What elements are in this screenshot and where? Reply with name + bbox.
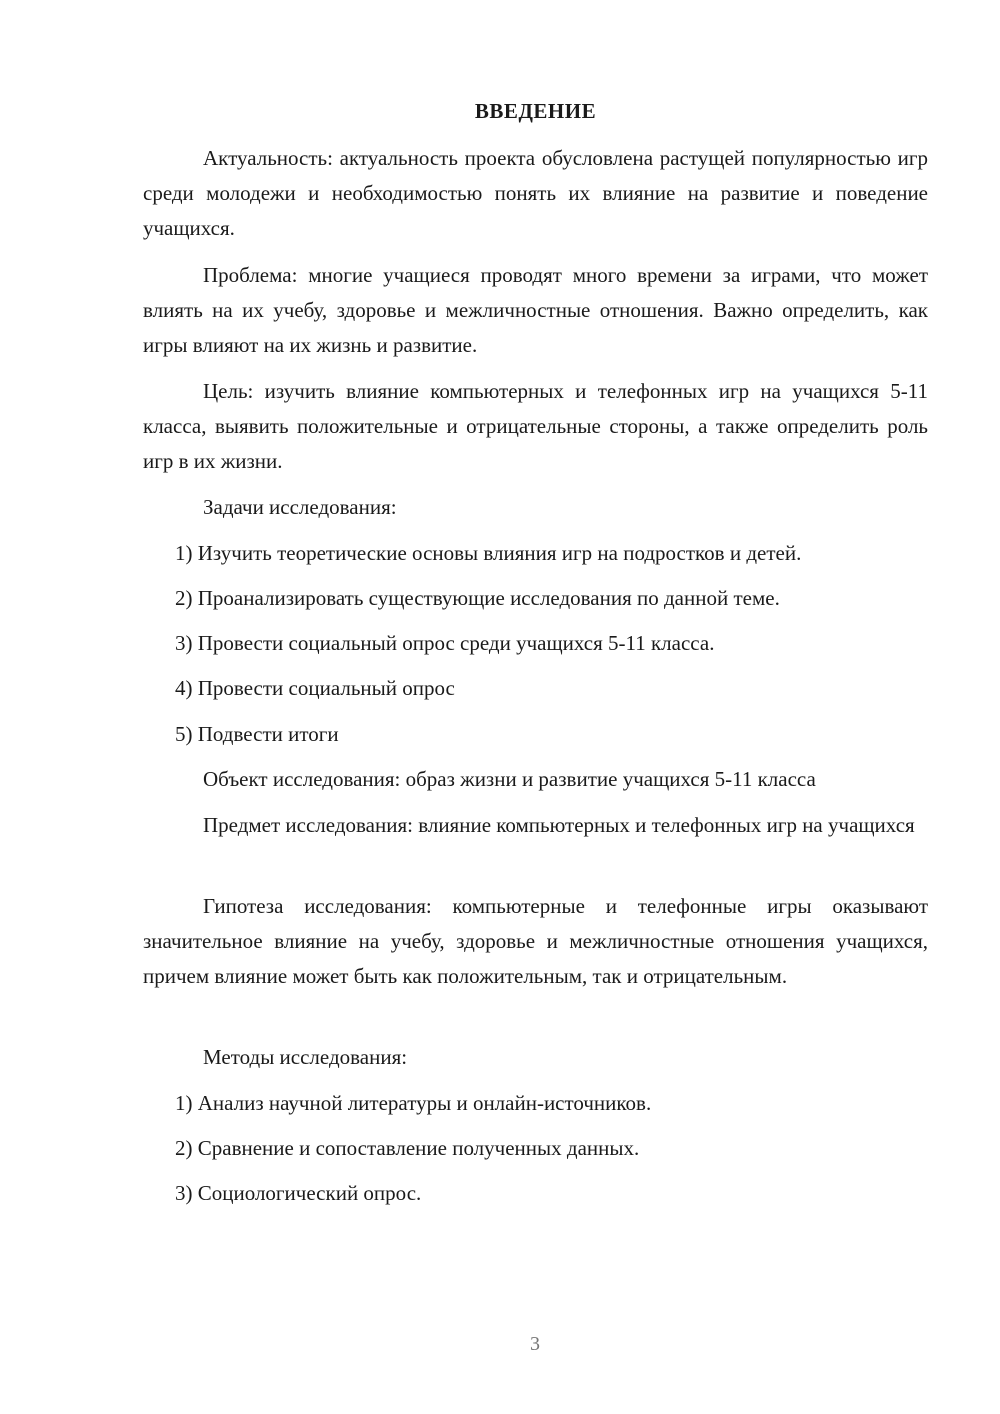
page-number: 3	[530, 1333, 540, 1355]
relevance-paragraph	[143, 141, 928, 246]
method-item-2: 2) Сравнение и сопоставление полученных данных.	[175, 1136, 640, 1160]
method-item-1: 1) Анализ научной литературы и онлайн-источников.	[175, 1091, 652, 1115]
subject-paragraph	[143, 808, 928, 843]
tasks-heading: Задачи исследования:	[203, 495, 397, 519]
methods-heading: Методы исследования:	[203, 1045, 408, 1069]
hypothesis-paragraph	[143, 889, 928, 994]
object-paragraph: Объект исследования: образ жизни и развитие учащихся 5-11 класса	[203, 767, 816, 791]
subject-text: Предмет исследования: влияние компьютерных и телефонных игр на учащихся	[203, 813, 915, 837]
task-item-3: 3) Провести социальный опрос среди учащихся 5-11 класса.	[175, 631, 715, 655]
task-item-4: 4) Провести социальный опрос	[175, 676, 455, 700]
goal-text: Цель: изучить влияние компьютерных и телефонных игр на учащихся 5-11 класса, выявить положительные и отрицательные стороны, а также определить роль игр в их жизни.	[143, 379, 928, 473]
goal-paragraph	[143, 374, 928, 479]
problem-text: Проблема: многие учащиеся проводят много времени за играми, что может влиять на их учебу, здоровье и межличностные отношения. Важно определить, как игры влияют на их жизнь и развитие.	[143, 263, 928, 357]
hypothesis-text: Гипотеза исследования: компьютерные и телефонные игры оказывают значительное влияние на учебу, здоровье и межличностные отношения учащихся, причем влияние может быть как положительным, так и отрицательным.	[143, 894, 928, 988]
problem-paragraph	[143, 258, 928, 363]
task-item-2: 2) Проанализировать существующие исследования по данной теме.	[175, 586, 780, 610]
task-item-5: 5) Подвести итоги	[175, 722, 339, 746]
task-item-1: 1) Изучить теоретические основы влияния игр на подростков и детей.	[175, 541, 802, 565]
relevance-text: Актуальность: актуальность проекта обусловлена растущей популярностью игр среди молодежи и необходимостью понять их влияние на развитие и поведение учащихся.	[143, 146, 928, 240]
method-item-3: 3) Социологический опрос.	[175, 1181, 422, 1205]
section-title: ВВЕДЕНИЕ	[474, 99, 597, 123]
